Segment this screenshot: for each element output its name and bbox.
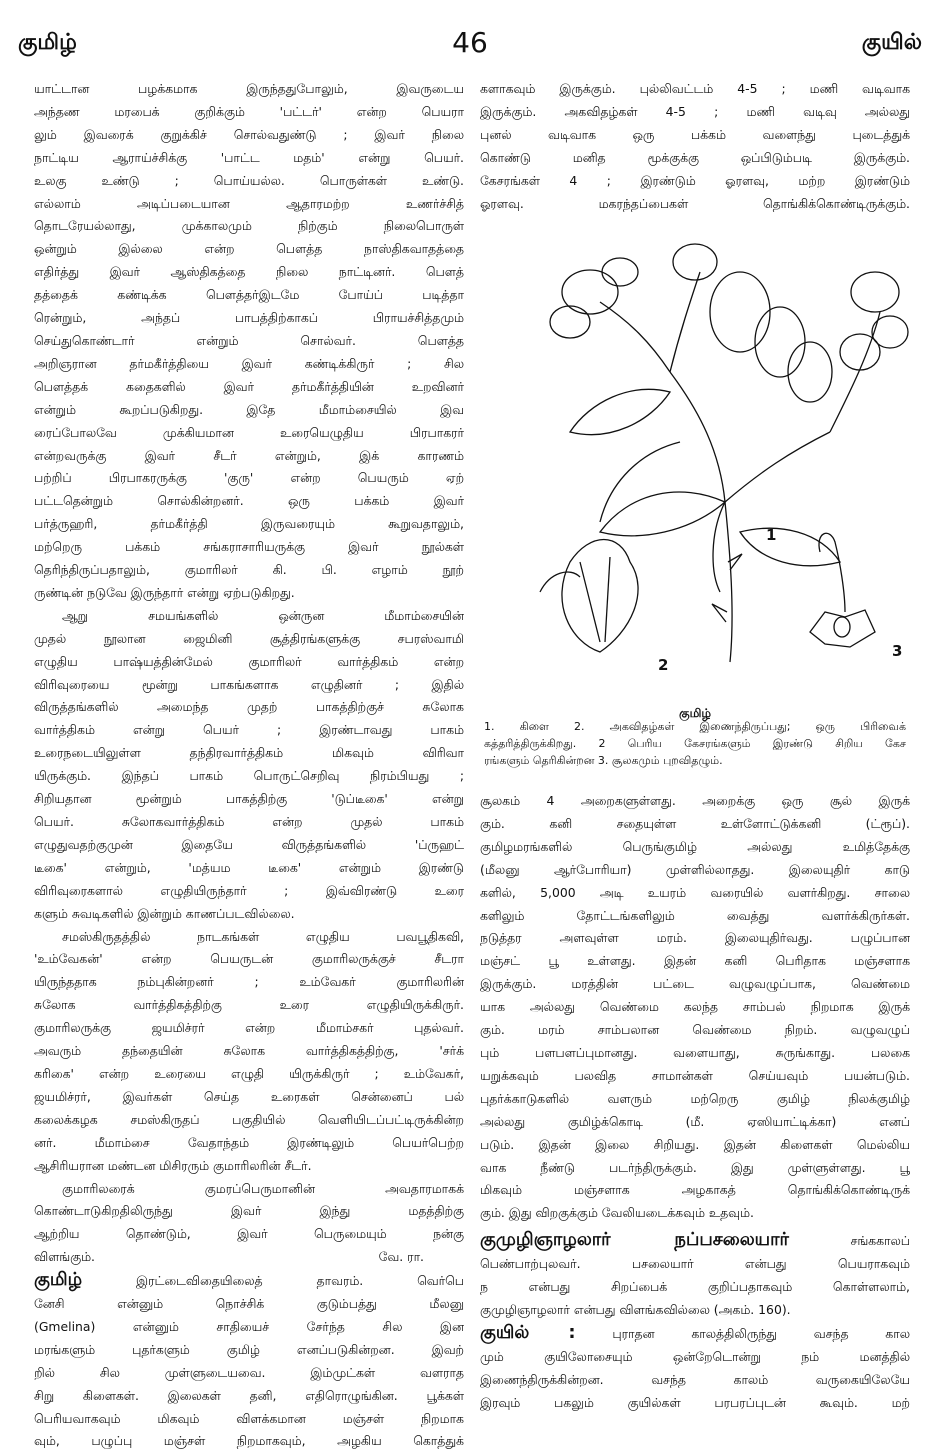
text-line: வும், பழுப்பு மஞ்சள் நிறமாகவும், அழகிய கொத்துக் [34,1433,464,1449]
text-line: என்றும் கூறப்படுகிறது. இதே மீமாம்சையில் இவ [34,401,464,417]
text-line: குமாரிலரைக் குமரப்பெருமானின் அவதாரமாகக் [62,1180,464,1196]
text-line: யறுக்கவும் பலவித சாமான்கள் செய்யவும் பயன்படும். [480,1067,910,1083]
text-line: யிருந்ததாக நம்புகின்றனர் ; உம்வேகர் குமாரிலரின் [34,974,464,990]
text-line: மற்றெரு பக்கம் சங்கராசாரியருக்கு இவர் நூல்கள் [34,539,464,555]
text-line [480,1322,910,1346]
text-line: நடுத்தர அளவுள்ள மரம். இலையுதிர்வது. பழுப்பான [480,930,910,946]
text-line: பற்றிப் பிரபாகரருக்கு 'குரு' என்ற பெயரும் ஏற் [34,470,464,486]
text-line: வாக நீண்டு படர்ந்திருக்கும். இது முள்ளுள்ளது. பூ [480,1159,910,1175]
text-line: எதிர்த்து இவர் ஆஸ்திகத்தை நிலை நாட்டினர். பௌத் [34,264,464,280]
text-line: கலைக்கழக சமஸ்கிருதப் பகுதியில் வெளியிடப்பட்டிருக்கின்ற [34,1111,464,1127]
text-line: புனல் வடிவாக ஒரு பக்கம் வளைந்து புடைத்துக் [480,126,910,142]
text-line: உரைநடையிலுள்ள தந்திரவார்த்திகம் மிகவும் விரிவா [34,745,464,761]
text-line: எல்லாம் அடிப்படையான ஆதாரமற்ற உணர்ச்சித் [34,195,464,211]
text-line: அவரும் தந்தையின் சுலோக வார்த்திகத்திற்கு, 'சர்க் [34,1043,464,1059]
text-line: அந்தண மரபைக் குறிக்கும் 'பட்டர்' என்ற பெயரா [34,103,464,119]
text-line: இருக்கும். அகவிதழ்கள் 4-5 ; மணி வடிவு அல்லது [480,103,910,119]
text-line: மிகவும் மஞ்சளாக அழகாகத் தொங்கிக்கொண்டிருக் [480,1182,910,1198]
text-line: புதர்க்காடுகளில் வளரும் மற்றெரு குமிழ் நிலக்குமிழ் [480,1090,910,1106]
figure-caption [484,718,906,769]
text-line: குமாரிலருக்கு ஜயமிச்ரர் என்ற மீமாம்சகர் புதல்வர். [34,1020,464,1036]
text-line: ருண்டின் நடுவே இருந்தார் என்று ஏற்படுகிறது. [34,584,295,600]
text-line [480,1229,910,1253]
figure-label-1: 1 [766,526,777,544]
right-column-bottom [480,790,910,1414]
entry-headword: குமிழ் [34,1269,83,1291]
text-line: இருக்கும். மரத்தின் பட்டை வழுவழுப்பாக, வெண்மை [480,976,910,992]
text-line: மஞ்சட் பூ உள்ளது. இதன் கனி பெரிதாக மஞ்சளாக [480,953,910,969]
text-line: அல்லது குமிழ்க்கொடி (மீ. ஏஸியாட்டிக்கா) எனப் [480,1113,910,1129]
running-head-right: குயில் [861,30,922,55]
entry-headword: குமுழிஞாழலார் நப்பசலையார் [480,1229,789,1251]
text-line: தத்தைக் கண்டிக்க பௌத்தர்இடமே போய்ப் படித்தா [34,287,464,303]
text-line: னர். மீமாம்சை வேதாந்தம் இரண்டிலும் பெயர்பெற்ற [34,1134,464,1150]
caption-line: 1. கிளை 2. அகவிதழ்கள் இணைந்திருப்பது; ஒரு பிரிவைக் [484,720,906,733]
text-line: ரென்றும், அந்தப் பாபத்திற்காகப் பிராயச்சித்தமும் [34,310,464,326]
text-line: கேசரங்கள் 4 ; இரண்டும் ஓரளவு, மற்ற இரண்டும் [480,172,910,188]
text-line: சூலகம் 4 அறைகளுள்ளது. அறைக்கு ஒரு சூல் இருக் [480,793,910,808]
text-line: பட்டதென்றும் சொல்கின்றனர். ஒரு பக்கம் இவர் [34,493,464,509]
text-line: கொண்டு மனித மூக்குக்கு ஒப்பிடும்படி இருக்கும். [480,149,910,165]
text-fragment: விளங்கும். [34,1249,95,1265]
text-line: களிலும் தோட்டங்களிலும் வைத்து வளர்க்கிருர்கள். [480,907,910,923]
text-line: முதல் நூலான ஜைமினி சூத்திரங்களுக்கு சபரஸ்வாமி [34,630,464,646]
text-line: கொண்டாடுகிறதிலிருந்து இவர் இந்து மதத்திற்கு [34,1203,464,1219]
caption-line: கத்தரித்திருக்கிறது. 2 பெரிய கேசரங்களும் இரண்டு சிறிய கேச [484,737,906,750]
text-line: 'உம்வேகன்' என்ற பெயருடன் குமாரிலருக்குச் சீடரா [34,951,464,967]
text-line: பெண்பாற்புலவர். பசலையார் என்பது பெயராகவும் [480,1256,910,1272]
text-line: லும் இவரைக் குறுக்கிச் சொல்வதுண்டு ; இவர் நிலை [34,126,464,142]
running-head [18,28,922,68]
figure-label-2: 2 [658,656,669,674]
caption-line: ரங்களும் தெரிகின்றன 3. சூலகமும் புறவிதழும். [484,754,723,767]
plant-drawing [480,232,910,682]
text-line: யிருக்கும். இந்தப் பாகம் பொருட்செறிவு நிரம்பியது ; [34,768,464,784]
text-line: நாட்டிய ஆராய்ச்சிக்கு 'பாட்ட மதம்' என்று பெயர். [34,149,464,165]
text-line: களாகவும் இருக்கும். புல்லிவட்டம் 4-5 ; மணி வடிவாக [480,81,910,96]
text-line: எழுதிய பாஷ்யத்தின்மேல் குமாரிலர் வார்த்திகம் என்ற [34,653,464,669]
text-line: களும் சுவடிகளில் இன்றும் காணப்படவில்லை. [34,905,295,921]
text-line: இணைந்திருக்கின்றன. வசந்த காலம் வருகையிலேயே [480,1371,910,1387]
text-line: குமிழமரங்களில் பெருங்குமிழ் அல்லது உமித்தேக்கு [480,838,910,854]
left-column [34,78,464,1453]
text-line: யாக அல்லது வெண்மை கலந்த சாம்பல் நிறமாக இருக் [480,999,910,1015]
text-line: ஜயமிச்ரர், இவர்கள் செய்த உரைகள் சென்னைப் பல் [34,1088,464,1104]
text-line: மும் குயிலோசையும் ஒன்றேடொன்று நம் மனத்தில் [480,1348,910,1364]
text-line: மரங்களும் புதர்களும் குமிழ் எனப்படுகின்றன. இவற் [34,1341,464,1357]
text-line: கும். இது விறகுக்கும் வேலியடைக்கவும் உதவும். [480,1205,754,1221]
text-line: சுலோக வார்த்திகத்திற்கு உரை எழுதியிருக்கிருர். [34,997,464,1013]
text-line: பௌத்தக் கதைகளில் இவர் தர்மகீர்த்தியின் உறவினர் [34,378,464,394]
text-line: செய்துகொண்டார் என்றும் சொல்வர். பௌத்த [34,332,464,348]
text-line: டீகை' என்றும், 'மத்யம டீகை' என்றும் இரண்டு [34,859,464,875]
text-line: (மீலனு ஆர்போரியா) முள்ளில்லாதது. இலையுதிர் காடு [480,861,910,877]
text-line: என்றவருக்கு இவர் சீடர் என்றும், இக் காரணம் [34,447,464,463]
text-line: ஆற்றிய தொண்டும், இவர் பெருமையும் நன்கு [34,1226,464,1242]
text-line: விருத்தங்களில் அமைந்த முதற் பாகத்திற்குச் சுலோக [34,699,464,715]
text-line: வார்த்திகம் என்று பெயர் ; இரண்டாவது பாகம் [34,722,464,738]
figure-label-3: 3 [892,642,903,660]
text-line: கரிகை' என்ற உரையை எழுதி யிருக்கிருர் ; உம்வேகர், [34,1065,464,1081]
text-line: யாட்டான பழக்கமாக இருந்ததுபோலும், இவருடைய [34,81,464,96]
text-line: கும். கனி சதையுள்ள உள்ளோட்டுக்கனி (ட்ரூப்). [480,815,910,831]
text-line: சிறியதான மூன்றும் பாகத்திற்கு 'டுப்டீகை' என்று [34,791,464,807]
text-line: றில் சில முள்ளுடையவை. இம்முட்கள் வளராத [34,1364,464,1380]
text-fragment: இரட்டைவிதையிலைத் தாவரம். வெர்பெ [136,1273,464,1289]
text-line: சிறு கிளைகள். இலைகள் தனி, எதிரொழுங்கின. பூக்கள் [34,1387,464,1403]
text-line: அறிஞரான தர்மகீர்த்தியை இவர் கண்டிக்கிருர் ; சில [34,355,464,371]
text-line: பர்த்ருஹரி, தர்மகீர்த்தி இருவரையும் கூறுவதாலும், [34,516,464,532]
text-line: கும். மரம் சாம்பலான வெண்மை நிறம். வழுவழுப் [480,1022,910,1038]
text-line: ரைப்போலவே முக்கியமான உரையெழுதிய பிரபாகரர் [34,424,464,440]
text-line: குமுழிஞாழலார் என்பது விளங்கவில்லை (அகம். 160). [480,1301,791,1317]
text-fragment: சங்ககாலப் [850,1233,910,1249]
text-line: னேசி என்னும் நொச்சிக் குடும்பத்து மீலனு [34,1296,464,1312]
text-line: களில், 5,000 அடி உயரம் வரையில் வளர்கிறது. சாலை [480,884,910,900]
text-line: ஆறு சமயங்களில் ஒன்ருன மீமாம்சையின் [62,607,464,623]
author-signature: வே. ரா. [378,1249,424,1265]
text-line: பெயர். சுலோகவார்த்திகம் என்ற முதல் பாகம் [34,814,464,829]
running-head-left: குமிழ் [18,30,77,55]
figure-title: குமிழ் [678,706,712,720]
page-number: 46 [452,26,488,59]
text-line: தெரிந்திருப்பதாலும், குமாரிலர் கி. பி. எழாம் நூற் [34,562,464,578]
text-line: ஒன்றும் இல்லை என்ற பௌத்த நாஸ்திகவாதத்தை [34,241,464,257]
text-line: எழுதுவதற்குமுன் இதையே விருத்தங்களில் 'ப்ருஹட் [34,836,464,852]
text-line: படும். இதன் இலை சிறியது. இதன் கிளைகள் மெல்லிய [480,1136,910,1152]
text-line: சமஸ்கிருதத்தில் நாடகங்கள் எழுதிய பவபூதிகவி, [62,928,464,944]
text-line: தொடரேயல்லாது, முக்காலமும் நிற்கும் நிலைபொருள் [34,218,464,234]
text-line: உலகு உண்டு ; பொய்யல்ல. பொருள்கள் உண்டு. [34,172,464,188]
botanical-illustration [480,232,910,732]
entry-headword: குயில் : [480,1321,576,1343]
text-line: (Gmelina) என்னும் சாதியைச் சேர்ந்த சில இன [34,1318,464,1334]
text-line: ஆசிரியரான மண்டன மிசிரரும் குமாரிலரின் சீடர். [34,1157,312,1173]
text-line: பும் பளபளப்புமானது. வளையாது, சுருங்காது. பலகை [480,1044,910,1060]
text-line: ஓரளவு. மகரந்தப்பைகள் தொங்கிக்கொண்டிருக்கும். [480,195,910,211]
text-line [34,1246,464,1269]
text-line: இரவும் பகலும் குயில்கள் பரபரப்புடன் கூவும். மற் [480,1394,910,1410]
text-line: விரிவுரைகளால் எழுதியிருந்தார் ; இவ்விரண்டு உரை [34,882,464,898]
text-line: ந என்பது சிறப்பைக் குறிப்பதாகவும் கொள்ளலாம், [480,1279,910,1295]
text-line [34,1269,464,1293]
right-column-top [480,78,910,215]
text-line: விரிவுரையை மூன்று பாகங்களாக எழுதினர் ; இதில் [34,676,464,692]
text-fragment: புராதன காலத்திலிருந்து வசந்த கால [612,1325,910,1341]
text-line: பெரியவாகவும் மிகவும் விளக்கமான மஞ்சள் நிறமாக [34,1410,464,1426]
